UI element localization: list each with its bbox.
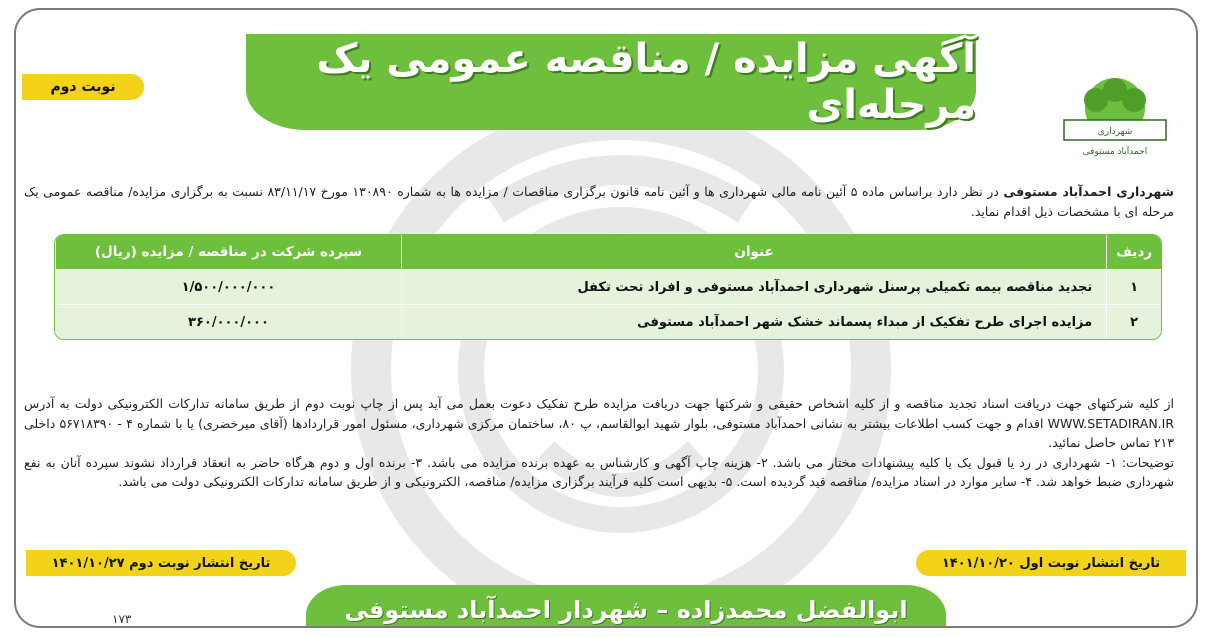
table-row — [55, 269, 1161, 304]
row-title: مزایده اجرای طرح تفکیک از مبداء پسماند خشک شهر احمدآباد مستوفی — [401, 304, 1106, 339]
intro-paragraph — [24, 182, 1174, 222]
logo-text-top: شهرداری — [1097, 127, 1133, 137]
second-publication-date: تاریخ انتشار نوبت دوم ۱۴۰۱/۱۰/۲۷ — [26, 550, 296, 576]
watermark-emblem-icon — [296, 70, 946, 628]
row-deposit: ۱/۵۰۰/۰۰۰/۰۰۰ — [55, 269, 401, 304]
first-publication-date: تاریخ انتشار نوبت اول ۱۴۰۱/۱۰/۲۰ — [916, 550, 1186, 576]
items-table — [54, 234, 1162, 340]
logo-text-bottom: احمدآباد مستوفی — [1082, 147, 1148, 157]
page-number: ۱۷۳ — [112, 612, 132, 626]
intro-municipality-name: شهرداری احمدآباد مستوفی — [1003, 184, 1174, 199]
header-deposit: سپرده شرکت در مناقصه / مزایده (ریال) — [55, 235, 401, 269]
ad-frame — [14, 8, 1198, 628]
signature-banner — [306, 585, 946, 628]
signature-text: ابوالفضل محمدزاده – شهردار احمدآباد مستوفی — [344, 596, 908, 624]
municipality-tree-logo-icon — [1056, 70, 1174, 160]
turn-badge: نوبت دوم — [22, 74, 144, 100]
body-text — [24, 394, 1174, 492]
body-paragraph-notes: توضیحات: ۱- شهرداری در رد یا قبول یک یا کلیه پیشنهادات مختار می باشد. ۲- هزینه چاپ آگهی و کارشناس به عهده برنده مزایده می باشد. ۳- برنده اول و دوم هرگاه حاضر به انعقاد قرارداد نشوند سپرده آنان به نفع شهرداری ضبط خواهد شد. ۴- سایر موارد در اسناد مزایده/ مناقصه قید گردیده است. ۵- بدیهی است کلیه فرآیند برگزاری مزایده/ مناقصه، الکترونیکی و از طریق سامانه تدارکات الکترونیکی دولت می باشد. — [24, 454, 1174, 489]
row-title: تجدید مناقصه بیمه تکمیلی پرسنل شهرداری احمدآباد مستوفی و افراد تحت تکفل — [401, 269, 1106, 304]
header-title: عنوان — [401, 235, 1106, 269]
page-title: آگهی مزایده / مناقصه عمومی یک مرحله‌ای — [316, 36, 976, 128]
body-paragraph-invitation: از کلیه شرکتهای جهت دریافت اسناد تجدید مناقصه و از کلیه اشخاص حقیقی و شرکتها جهت دریافت مزایده طرح تفکیک دعوت بعمل می آید پس از چاپ نوبت دوم از طریق سامانه تدارکات الکترونیکی دولت به آدرس WWW.SETADIRAN.IR اقدام و جهت کسب اطلاعات بیشتر به نشانی احمدآباد مستوفی، بلوار شهید ابوالقاسم، پ ۸۰، ساختمان مرکزی شهرداری، مسئول امور قراردادها (آقای میرخضری) یا با شماره ۴ - ۵۶۷۱۸۳۹۰ داخلی ۲۱۳ تماس حاصل نمائید. — [24, 396, 1175, 450]
table-header-row — [55, 235, 1161, 269]
row-deposit: ۳۶۰/۰۰۰/۰۰۰ — [55, 304, 401, 339]
row-number: ۱ — [1106, 269, 1161, 304]
table-row — [55, 304, 1161, 339]
header-row-number: ردیف — [1106, 235, 1161, 269]
intro-text: در نظر دارد براساس ماده ۵ آئین نامه مالی شهرداری ها و آئین نامه قانون برگزاری مناقصات / مزایده ها به شماره ۱۳۰۸۹۰ مورخ ۸۳/۱۱/۱۷ نسبت به برگزاری مزایده/ مناقصه عمومی یک مرحله ای با مشخصات ذیل اقدام نماید. — [24, 184, 1174, 219]
row-number: ۲ — [1106, 304, 1161, 339]
title-banner — [246, 34, 976, 130]
